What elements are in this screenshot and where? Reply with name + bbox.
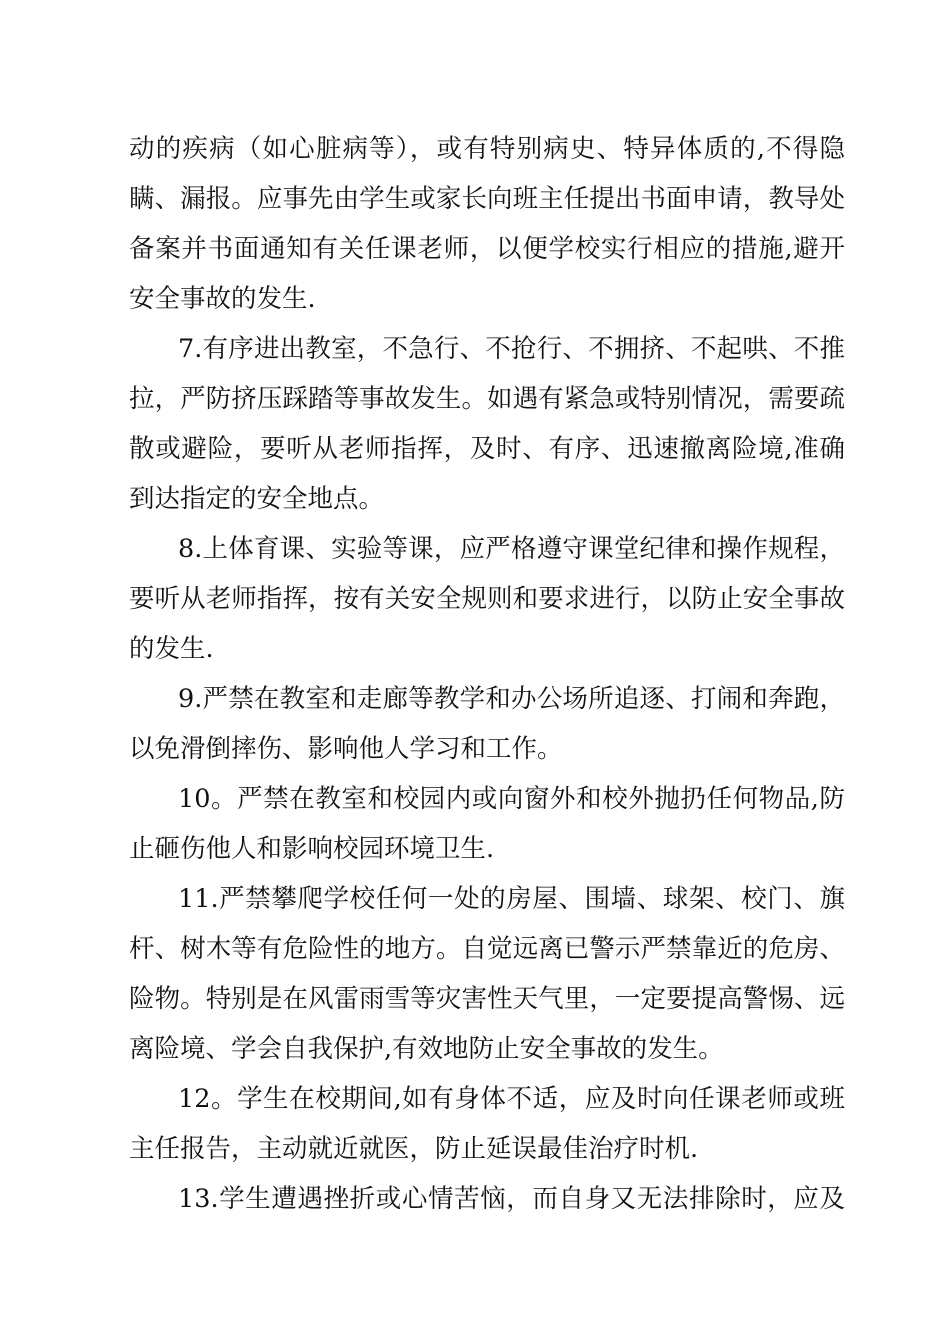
text-line: 安全事故的发生. (129, 284, 316, 314)
text-line: 要听从老师指挥，按有关安全规则和要求进行，以防止安全事故 (129, 584, 845, 614)
text-line: 主任报告，主动就近就医，防止延误最佳治疗时机. (129, 1134, 699, 1164)
text-line: 8.上体育课、实验等课，应严格遵守课堂纪律和操作规程， (178, 534, 845, 564)
text-line: 备案并书面通知有关任课老师，以便学校实行相应的措施,避开 (129, 234, 845, 264)
text-line: 9.严禁在教室和走廊等教学和办公场所追逐、打闹和奔跑， (178, 684, 845, 714)
text-line: 止砸伤他人和影响校园环境卫生. (129, 834, 495, 864)
text-line: 杆、树木等有危险性的地方。自觉远离已警示严禁靠近的危房、 (129, 934, 845, 964)
text-line: 动的疾病（如心脏病等），或有特别病史、特异体质的,不得隐 (129, 134, 845, 164)
text-line: 险物。特别是在风雷雨雪等灾害性天气里，一定要提高警惕、远 (129, 984, 845, 1014)
text-line: 拉，严防挤压踩踏等事故发生。如遇有紧急或特别情况，需要疏 (129, 384, 845, 414)
text-line: 的发生. (129, 634, 214, 664)
text-line: 散或避险，要听从老师指挥，及时、有序、迅速撤离险境,准确 (129, 434, 845, 464)
text-line: 7.有序进出教室，不急行、不抢行、不拥挤、不起哄、不推 (178, 334, 845, 364)
text-line: 离险境、学会自我保护,有效地防止安全事故的发生。 (129, 1034, 724, 1064)
text-line: 瞒、漏报。应事先由学生或家长向班主任提出书面申请，教导处 (129, 184, 845, 214)
text-line: 13.学生遭遇挫折或心情苦恼，而自身又无法排除时，应及 (178, 1184, 845, 1214)
text-line: 12。学生在校期间,如有身体不适，应及时向任课老师或班 (178, 1084, 845, 1114)
text-line: 11.严禁攀爬学校任何一处的房屋、围墙、球架、校门、旗 (178, 884, 845, 914)
text-line: 到达指定的安全地点。 (129, 484, 385, 514)
text-line: 10。严禁在教室和校园内或向窗外和校外抛扔任何物品,防 (178, 784, 845, 814)
text-line: 以免滑倒摔伤、影响他人学习和工作。 (129, 734, 563, 764)
